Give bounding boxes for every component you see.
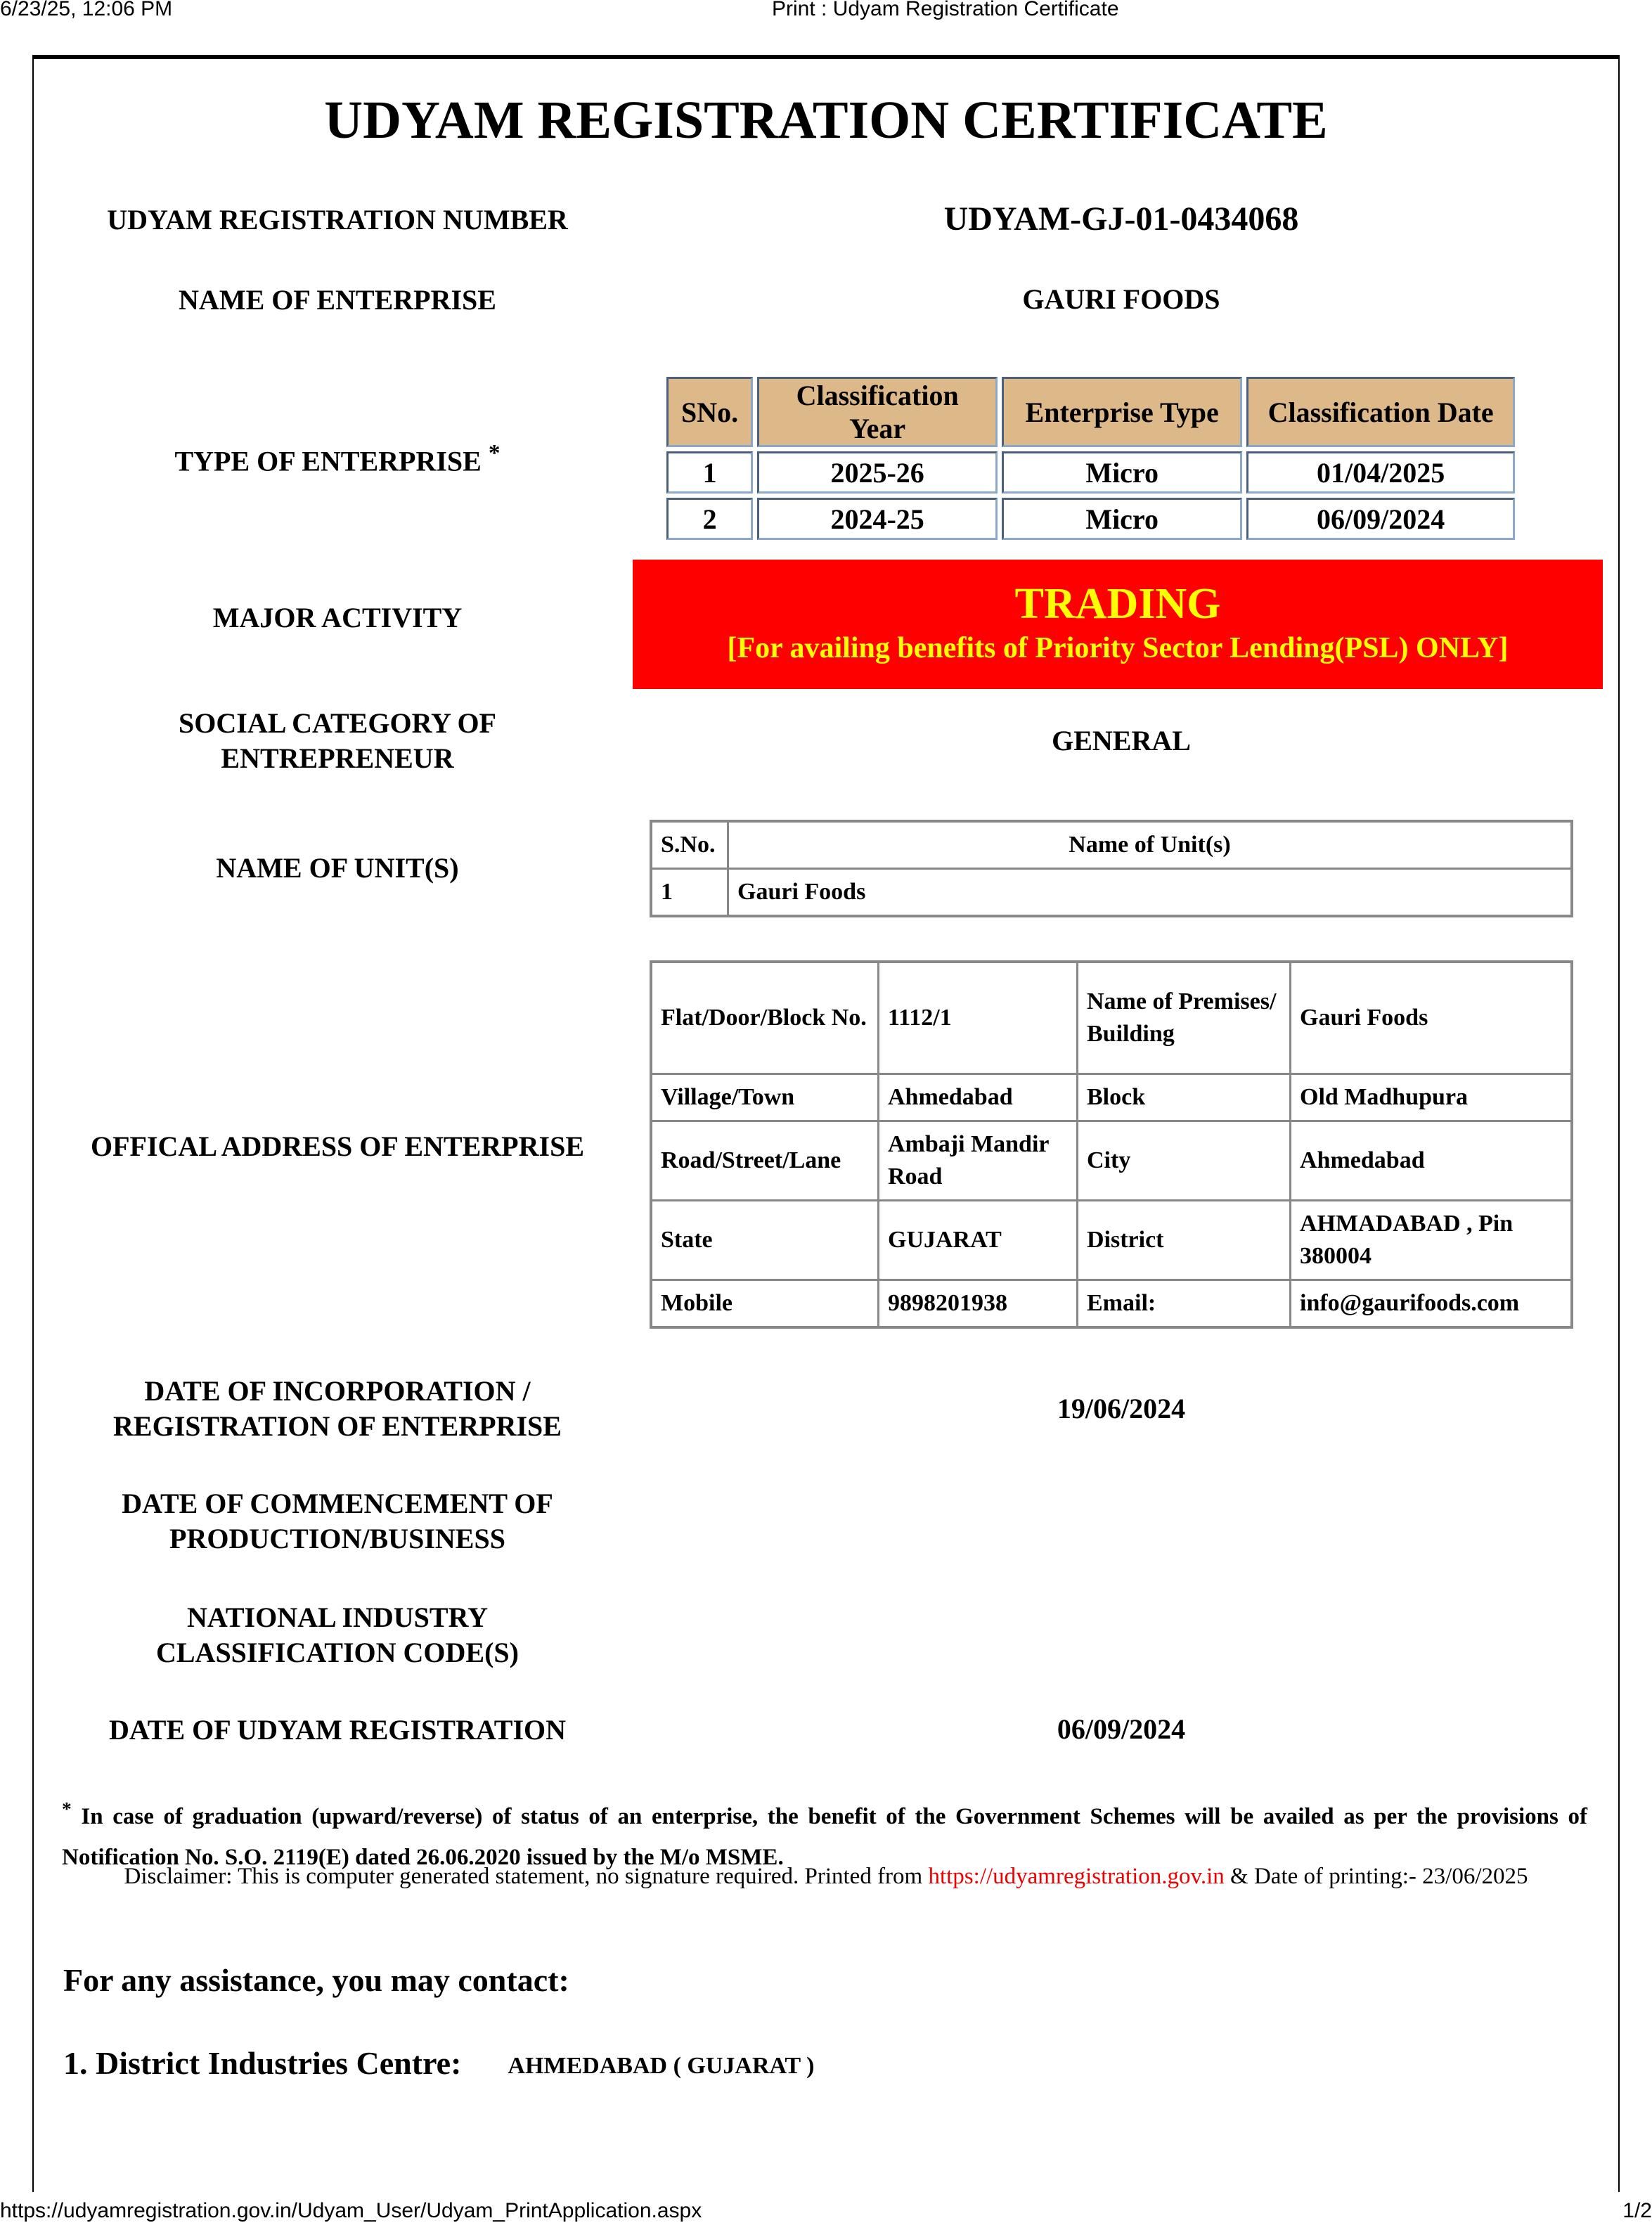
label-state: State	[651, 1201, 879, 1280]
browser-print-header	[0, 0, 1652, 25]
classification-table	[662, 373, 1519, 544]
label-road: Road/Street/Lane	[651, 1121, 879, 1201]
enterprise-name-value: GAURI FOODS	[1022, 283, 1220, 315]
asterisk-marker: *	[488, 440, 501, 466]
cell-year: 2024-25	[757, 498, 998, 540]
value-mobile: 9898201938	[879, 1280, 1078, 1328]
cell-date: 01/04/2025	[1246, 451, 1515, 494]
header-sno: S.No.	[651, 821, 728, 869]
disclaimer: Disclaimer: This is computer generated statement, no signature required. Printed from https://udyamregistration.gov.in & Date of printing:- 23/06/2025	[124, 1864, 1528, 1889]
units-table	[650, 820, 1573, 917]
value-state: GUJARAT	[879, 1201, 1078, 1280]
label-block: Block	[1078, 1074, 1291, 1121]
value-email: info@gaurifoods.com	[1291, 1280, 1573, 1328]
cell-sno: 2	[666, 498, 753, 540]
reg-number-label: UDYAM REGISTRATION NUMBER	[107, 204, 568, 236]
assistance-heading: For any assistance, you may contact:	[63, 1962, 569, 1998]
units-label: NAME OF UNIT(S)	[216, 852, 459, 884]
table-row	[666, 498, 1515, 540]
label-premises: Name of Premises/ Building	[1078, 962, 1291, 1074]
graduation-footnote: * In case of graduation (upward/reverse) of status of an enterprise, the benefit of the Government Schemes will be availed as per the provisions of Notification No. S.O. 2119(E) dated 26.06.2020 issued by the M/o MSME.	[62, 1798, 1587, 1870]
label-email: Email:	[1078, 1280, 1291, 1328]
social-category-value: GENERAL	[1052, 725, 1191, 756]
value-village: Ahmedabad	[879, 1074, 1078, 1121]
udyam-registration-date-value: 06/09/2024	[1057, 1713, 1186, 1745]
cell-type: Micro	[1002, 498, 1242, 540]
header-classification-date: Classification Date	[1246, 377, 1515, 447]
type-of-enterprise-label: TYPE OF ENTERPRISE *	[174, 440, 501, 477]
header-unit-name: Name of Unit(s)	[728, 821, 1573, 869]
value-flat: 1112/1	[879, 962, 1078, 1074]
certificate-title: UDYAM REGISTRATION CERTIFICATE	[324, 91, 1328, 150]
table-row	[651, 1121, 1572, 1201]
label-mobile: Mobile	[651, 1280, 879, 1328]
print-datetime: 6/23/25, 12:06 PM	[0, 0, 173, 20]
table-header-row	[666, 377, 1515, 447]
cell-date: 06/09/2024	[1246, 498, 1515, 540]
address-label: OFFICAL ADDRESS OF ENTERPRISE	[91, 1130, 584, 1162]
udyam-site-link[interactable]: https://udyamregistration.gov.in	[928, 1864, 1225, 1889]
major-activity-banner	[633, 560, 1603, 689]
major-activity-value: TRADING	[1014, 580, 1221, 628]
nic-code-label: NATIONAL INDUSTRY CLASSIFICATION CODE(S)	[155, 1601, 519, 1668]
table-row	[651, 1074, 1572, 1121]
asterisk-marker: *	[62, 1798, 72, 1819]
social-category-label: SOCIAL CATEGORY OF ENTREPRENEUR	[179, 707, 496, 774]
incorporation-date-value: 19/06/2024	[1057, 1393, 1186, 1424]
cell-year: 2025-26	[757, 451, 998, 494]
reg-number-value: UDYAM-GJ-01-0434068	[943, 200, 1299, 238]
table-row	[666, 451, 1515, 494]
value-district: AHMADABAD , Pin 380004	[1291, 1201, 1573, 1280]
dic-value: AHMEDABAD ( GUJARAT )	[508, 2053, 815, 2080]
value-premises: Gauri Foods	[1291, 962, 1573, 1074]
table-row	[651, 962, 1572, 1074]
page-number: 1/2	[1622, 2199, 1652, 2222]
cell-sno: 1	[651, 869, 728, 917]
address-table	[650, 960, 1573, 1329]
print-url: https://udyamregistration.gov.in/Udyam_User/Udyam_PrintApplication.aspx	[0, 2199, 702, 2222]
label-city: City	[1078, 1121, 1291, 1201]
label-flat: Flat/Door/Block No.	[651, 962, 879, 1074]
table-header-row	[651, 821, 1572, 869]
header-sno: SNo.	[666, 377, 753, 447]
print-page-title: Print : Udyam Registration Certificate	[772, 0, 1119, 20]
table-row	[651, 1201, 1572, 1280]
district-industries-centre: 1. District Industries Centre: AHMEDABAD ( GUJARAT )	[63, 2045, 815, 2081]
label-village: Village/Town	[651, 1074, 879, 1121]
value-block: Old Madhupura	[1291, 1074, 1573, 1121]
table-row	[651, 1280, 1572, 1328]
major-activity-label: MAJOR ACTIVITY	[212, 602, 463, 633]
udyam-registration-date-label: DATE OF UDYAM REGISTRATION	[108, 1714, 567, 1746]
commencement-date-label: DATE OF COMMENCEMENT OF PRODUCTION/BUSINESS	[122, 1488, 553, 1554]
label-district: District	[1078, 1201, 1291, 1280]
header-enterprise-type: Enterprise Type	[1002, 377, 1242, 447]
cell-sno: 1	[666, 451, 753, 494]
value-road: Ambaji Mandir Road	[879, 1121, 1078, 1201]
value-city: Ahmedabad	[1291, 1121, 1573, 1201]
table-row	[651, 869, 1572, 917]
incorporation-date-label: DATE OF INCORPORATION / REGISTRATION OF ENTERPRISE	[113, 1375, 562, 1442]
header-classification-year: Classification Year	[757, 377, 998, 447]
enterprise-name-label: NAME OF ENTERPRISE	[179, 284, 496, 316]
cell-type: Micro	[1002, 451, 1242, 494]
cell-unit-name: Gauri Foods	[728, 869, 1573, 917]
major-activity-note: [For availing benefits of Priority Sector Lending(PSL) ONLY]	[727, 632, 1509, 664]
